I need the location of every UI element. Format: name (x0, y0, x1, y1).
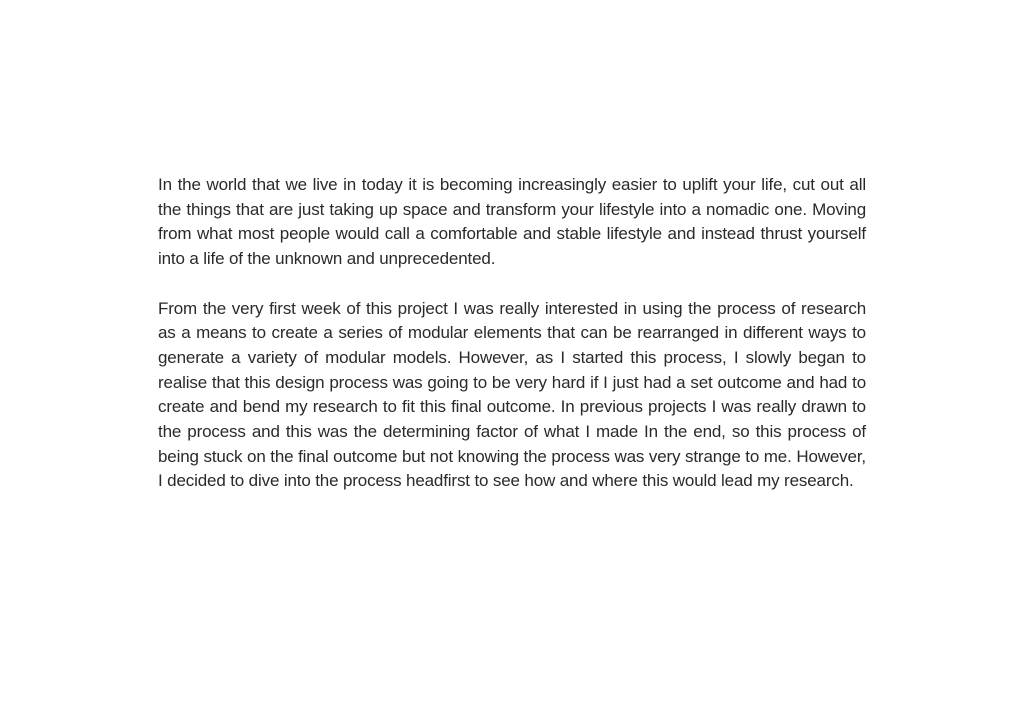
paragraph-intro: In the world that we live in today it is becoming increasingly easier to uplift your life, cut out all the things that are just taking up space and transform your lifestyle into a nomadic one. Moving from what most people would call a comfortable and stable lifestyle and instead thrust yourself into a life of the unknown and unprecedented. (158, 175, 866, 269)
body-text (158, 173, 866, 494)
paragraph-process: From the very first week of this project I was really interested in using the process of research as a means to create a series of modular elements that can be rearranged in different ways to generate a variety of modular models. However, as I started this process, I slowly began to realise that this design process was going to be very hard if I just had a set outcome and had to create and bend my research to fit this final outcome. In previous projects I was really drawn to the process and this was the determining factor of what I made In the end, so this process of being stuck on the final outcome but not knowing the process was very strange to me. However, I decided to dive into the process headfirst to see how and where this would lead my research. (158, 298, 866, 491)
